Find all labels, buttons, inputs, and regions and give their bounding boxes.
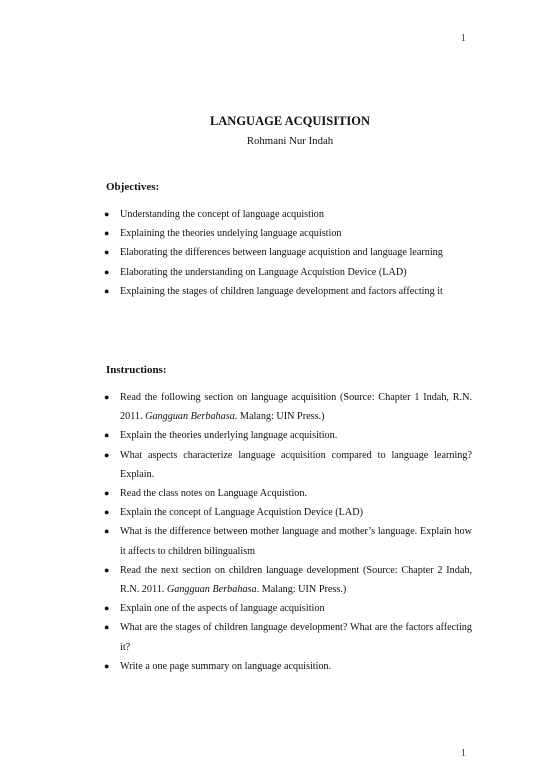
- list-item: [106, 426, 472, 445]
- bullet-icon: ●: [104, 228, 110, 239]
- bullet-icon: ●: [104, 285, 110, 296]
- page-number-top: 1: [460, 33, 466, 44]
- list-item: [106, 388, 472, 426]
- objectives-heading: Objectives:: [106, 181, 160, 193]
- objective-text: Explaining the theories undelying language acquistion: [120, 228, 342, 240]
- author-name: Rohmani Nur Indah: [246, 135, 334, 147]
- objective-text: Elaborating the understanding on Language Acquistion Device (LAD): [120, 266, 407, 278]
- bullet-icon: ●: [104, 603, 110, 614]
- bullet-icon: ●: [104, 209, 110, 219]
- instruction-text: Explain the theories underlying language acquisition.: [120, 430, 338, 442]
- instruction-text: What aspects characterize language acquisition compared to language learning? Explain.: [120, 449, 472, 480]
- instruction-text: Explain one of the aspects of language acquisition: [120, 603, 325, 615]
- list-item: [106, 503, 472, 522]
- list-item: [106, 484, 472, 503]
- list-item: [106, 243, 472, 262]
- bullet-icon: ●: [104, 660, 110, 671]
- bullet-icon: ●: [104, 266, 110, 277]
- list-item: [106, 224, 472, 243]
- objectives-list: [106, 205, 472, 301]
- bullet-icon: ●: [104, 430, 110, 441]
- list-item: [106, 205, 472, 224]
- instructions-heading: Instructions:: [106, 364, 167, 376]
- objective-text: Elaborating the differences between language acquistion and language learning: [120, 247, 443, 259]
- list-item: [106, 618, 472, 656]
- list-item: [106, 561, 472, 599]
- instruction-text-end: . Malang: UIN Press.): [234, 411, 325, 423]
- book-title: Gangguan Berbahasa: [166, 584, 257, 596]
- bullet-icon: ●: [104, 564, 110, 575]
- bullet-icon: ●: [104, 507, 110, 518]
- document-title: LANGUAGE ACQUISITION: [209, 114, 371, 128]
- list-item: [106, 263, 472, 282]
- list-item: [106, 657, 472, 676]
- instructions-list: [106, 388, 472, 676]
- list-item: [106, 282, 472, 301]
- page-number-bottom: 1: [460, 748, 466, 759]
- book-title: Gangguan Berbahasa: [145, 411, 235, 423]
- list-item: [106, 446, 472, 484]
- instruction-text: Read the class notes on Language Acquistion.: [120, 488, 308, 500]
- bullet-icon: ●: [104, 488, 110, 499]
- list-item: [106, 522, 472, 560]
- bullet-icon: ●: [104, 526, 110, 537]
- bullet-icon: ●: [104, 622, 110, 633]
- instruction-text-end: . Malang: UIN Press.): [256, 584, 347, 596]
- instruction-text: Read the following section on language acquisition (Source: Chapter 1 Indah, R.N. 2011.: [120, 392, 472, 423]
- bullet-icon: ●: [104, 449, 110, 460]
- instruction-text: Read the next section on children language development (Source: Chapter 2 Indah, R.N. 2011.: [120, 564, 472, 596]
- instruction-text: Write a one page summary on language acquisition.: [120, 660, 332, 672]
- bullet-icon: ●: [104, 247, 110, 258]
- objective-text: Understanding the concept of language acquistion: [120, 209, 324, 220]
- list-item: [106, 599, 472, 618]
- bullet-icon: ●: [104, 392, 110, 402]
- instruction-text: Explain the concept of Language Acquistion Device (LAD): [120, 507, 364, 519]
- objective-text: Explaining the stages of children language development and factors affecting it: [120, 285, 443, 297]
- instruction-text: What is the difference between mother language and mother’s language. Explain how it affects to children bilingualism: [120, 526, 472, 557]
- instruction-text: What are the stages of children language development? What are the factors affecting it?: [120, 622, 472, 653]
